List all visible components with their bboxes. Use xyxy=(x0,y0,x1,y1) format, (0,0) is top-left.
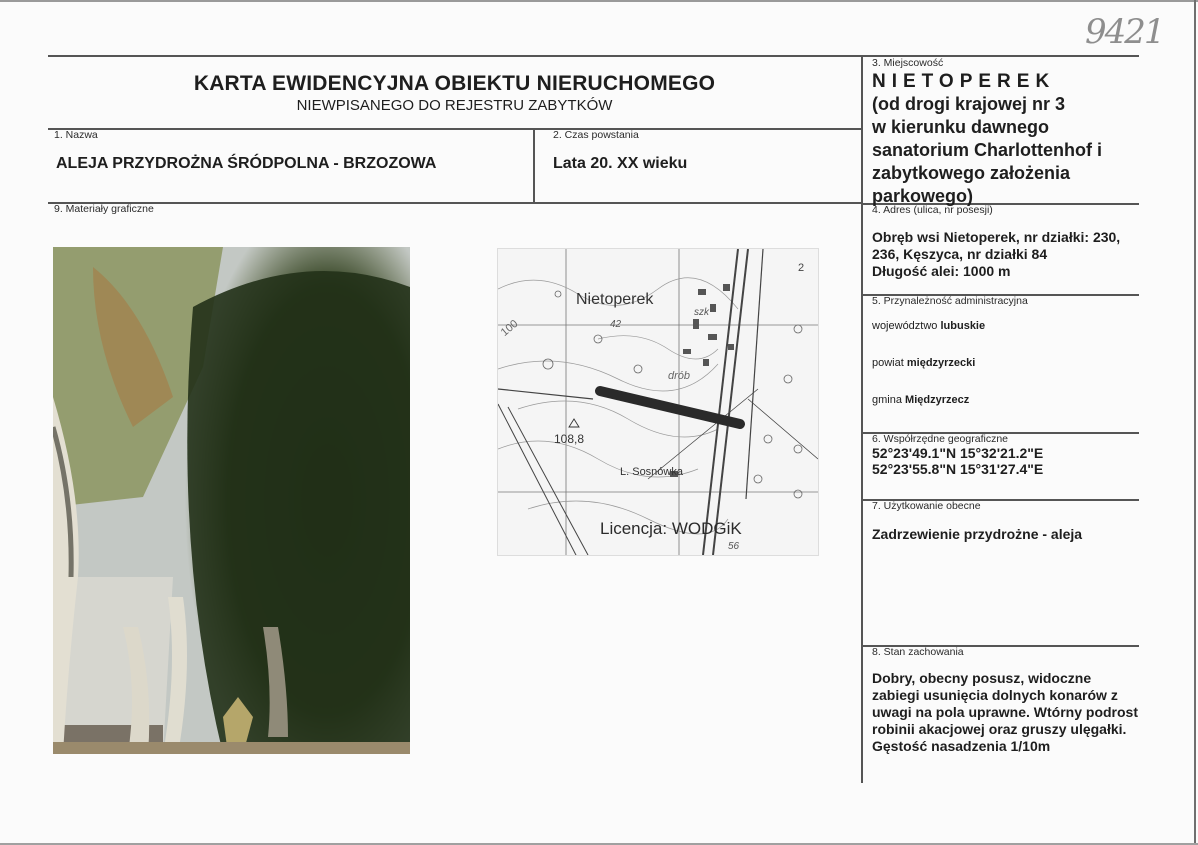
map-label-road: 2 xyxy=(798,262,805,274)
locality-line: parkowego) xyxy=(872,186,974,206)
voivodeship-prefix: województwo xyxy=(872,320,938,332)
top-rule xyxy=(48,55,1139,57)
address-line: Obręb wsi Nietoperek, nr działki: 230, xyxy=(872,229,1121,245)
condition-line: Dobry, obecny posusz, widoczne xyxy=(872,670,1092,686)
photo-illustration xyxy=(53,247,410,754)
coordinate-point: 52°23'49.1"N 15°32'21.2"E xyxy=(872,445,1044,461)
condition-line: uwagi na pola uprawne. Wtórny podrost xyxy=(872,704,1139,720)
county-prefix: powiat xyxy=(872,357,904,369)
map-label-height: 108,8 xyxy=(554,432,585,446)
map-label-forest: L. Sosnówka xyxy=(620,466,683,478)
coordinates-block xyxy=(872,445,1043,477)
coordinate-point: 52°23'55.8"N 15°31'27.4"E xyxy=(872,461,1044,477)
right-column-divider xyxy=(861,55,863,783)
title-rule xyxy=(48,128,861,130)
locality-name: NIETOPEREK xyxy=(872,71,1056,92)
address-block xyxy=(872,229,1120,280)
graphics-label: 9. Materiały graficzne xyxy=(54,203,154,215)
page-edge-right xyxy=(1194,0,1196,845)
county-value: międzyrzecki xyxy=(906,357,976,369)
map-label-contour: 100 xyxy=(498,317,521,339)
map-license: Licencja: WODGiK xyxy=(600,519,742,538)
name-label: 1. Nazwa xyxy=(54,129,98,141)
commune-row xyxy=(872,394,969,406)
condition-block xyxy=(872,670,1138,755)
coordinates-label: 6. Współrzędne geograficzne xyxy=(872,433,1008,445)
name-rule xyxy=(48,202,861,204)
locality-line: w kierunku dawnego xyxy=(872,117,1050,137)
name-time-divider xyxy=(533,128,535,202)
voivodeship-row xyxy=(872,320,985,332)
locality-line: (od drogi krajowej nr 3 xyxy=(872,94,1066,114)
address-line: 236, Kęszyca, nr działki 84 xyxy=(872,246,1048,262)
locality-block xyxy=(872,70,1102,208)
document-subtitle: NIEWPISANEGO DO REJESTRU ZABYTKÓW xyxy=(296,97,613,114)
county-row xyxy=(872,357,975,369)
commune-value: Międzyrzecz xyxy=(905,394,970,406)
name-value: ALEJA PRZYDROŻNA ŚRÓDPOLNA - BRZOZOWA xyxy=(56,155,437,172)
location-map xyxy=(497,248,819,556)
topographic-map xyxy=(498,249,818,555)
creation-time-label: 2. Czas powstania xyxy=(553,129,639,141)
handwritten-number: 9421 xyxy=(1085,12,1164,52)
condition-line: robinii akacjowej oraz gruszy ulęgałki. xyxy=(872,721,1127,737)
document-title: KARTA EWIDENCYJNA OBIEKTU NIERUCHOMEGO xyxy=(193,72,716,95)
address-label: 4. Adres (ulica, nr posesji) xyxy=(872,204,993,216)
birch-alley-photo xyxy=(53,247,410,754)
current-use-value: Zadrzewienie przydrożne - aleja xyxy=(872,526,1083,542)
current-use-label: 7. Użytkowanie obecne xyxy=(872,500,981,512)
page-edge-top xyxy=(0,0,1198,2)
administrative-label: 5. Przynależność administracyjna xyxy=(872,295,1028,307)
condition-label: 8. Stan zachowania xyxy=(872,646,964,658)
condition-line: Gęstość nasadzenia 1/10m xyxy=(872,738,1051,754)
creation-time-value: Lata 20. XX wieku xyxy=(553,155,688,172)
map-label-42: 42 xyxy=(610,319,622,330)
locality-line: sanatorium Charlottenhof i xyxy=(872,140,1103,160)
address-line: Długość alei: 1000 m xyxy=(872,263,1011,279)
map-label-drob: drób xyxy=(668,370,691,382)
commune-prefix: gmina xyxy=(872,394,902,406)
voivodeship-value: lubuskie xyxy=(940,320,986,332)
locality-line: zabytkowego założenia xyxy=(872,163,1071,183)
map-label-grid: 56 xyxy=(728,541,740,552)
condition-line: zabiegi usunięcia dolnych konarów z xyxy=(872,687,1118,703)
locality-label: 3. Miejscowość xyxy=(872,57,944,69)
map-label-village: Nietoperek xyxy=(576,291,654,308)
map-label-szk: szk xyxy=(694,307,709,318)
